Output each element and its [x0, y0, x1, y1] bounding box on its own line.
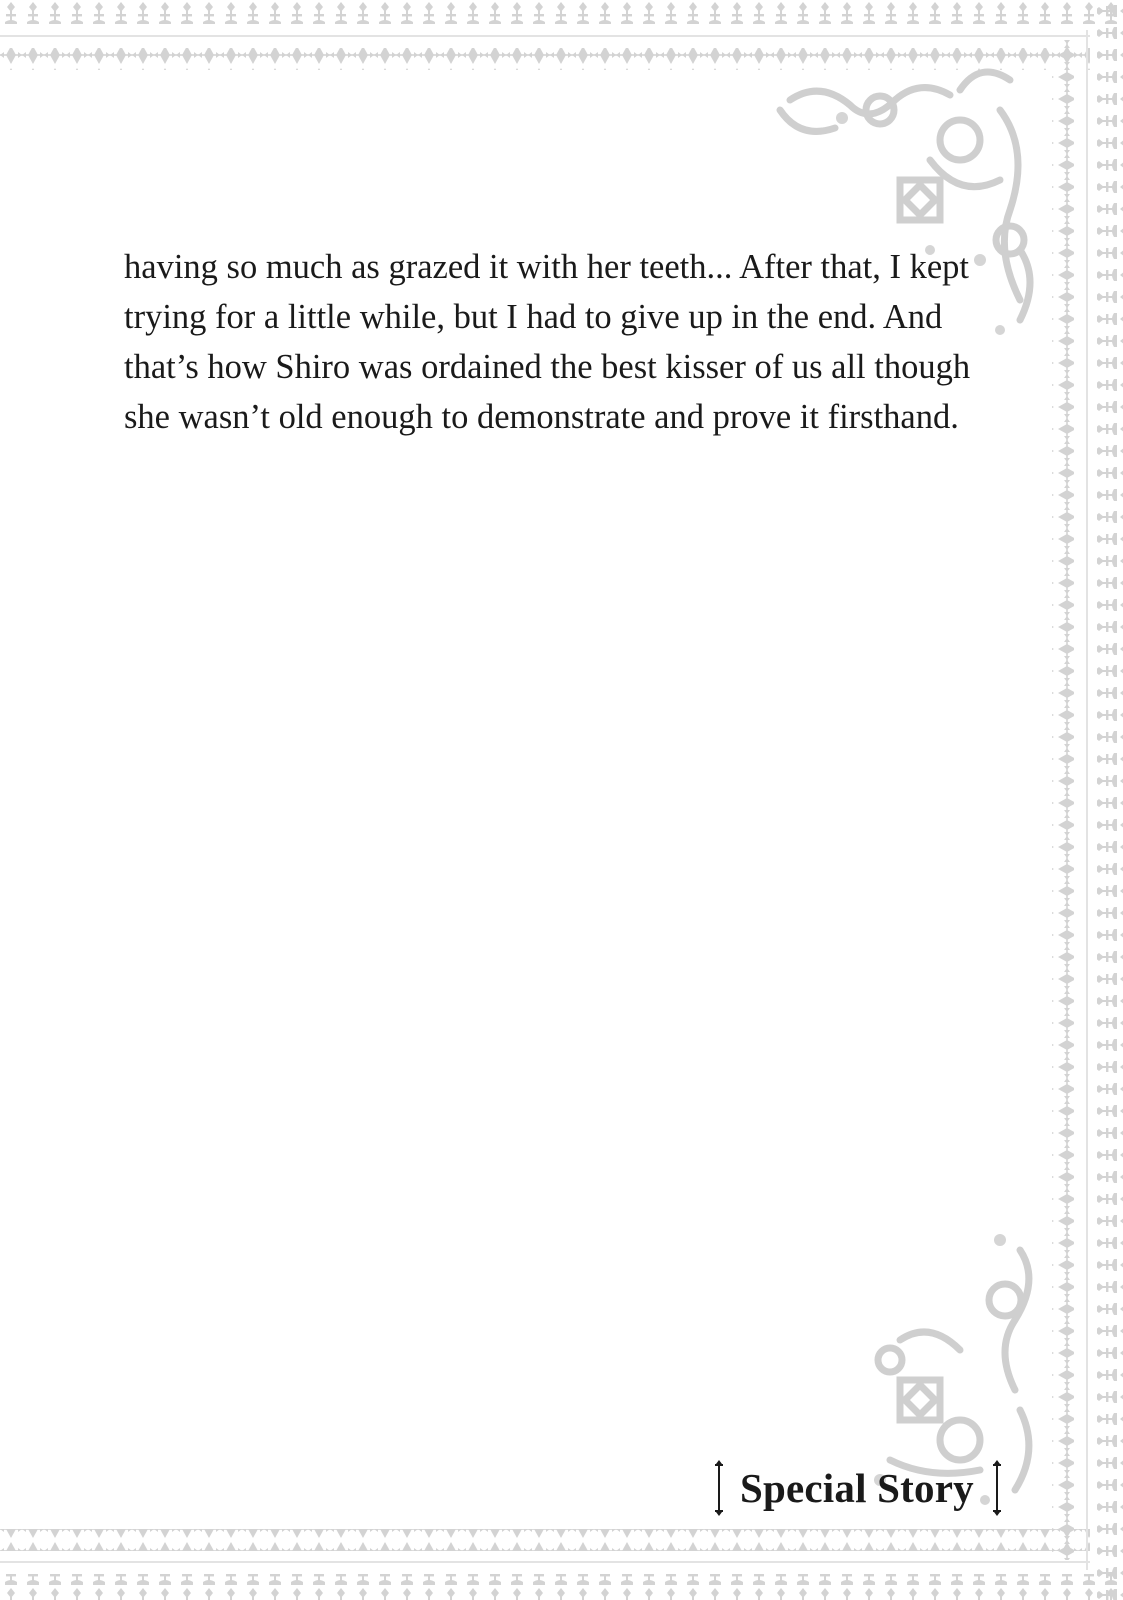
section-title: Special Story: [740, 1465, 974, 1511]
body-line: she wasn’t old enough to demonstrate and prove it firsthand.: [124, 398, 959, 436]
body-text: [124, 242, 1004, 442]
left-bracket-icon: [712, 1460, 726, 1516]
bottom-right-flourish-icon: [878, 1250, 1029, 1490]
right-bracket-icon: [990, 1460, 1004, 1516]
running-footer: [712, 1458, 1004, 1518]
body-line: trying for a little while, but I had to give up in the end. And: [124, 298, 943, 336]
body-line: having so much as grazed it with her teeth... After that, I kept: [124, 248, 969, 286]
body-line: that’s how Shiro was ordained the best kisser of us all though: [124, 348, 971, 386]
